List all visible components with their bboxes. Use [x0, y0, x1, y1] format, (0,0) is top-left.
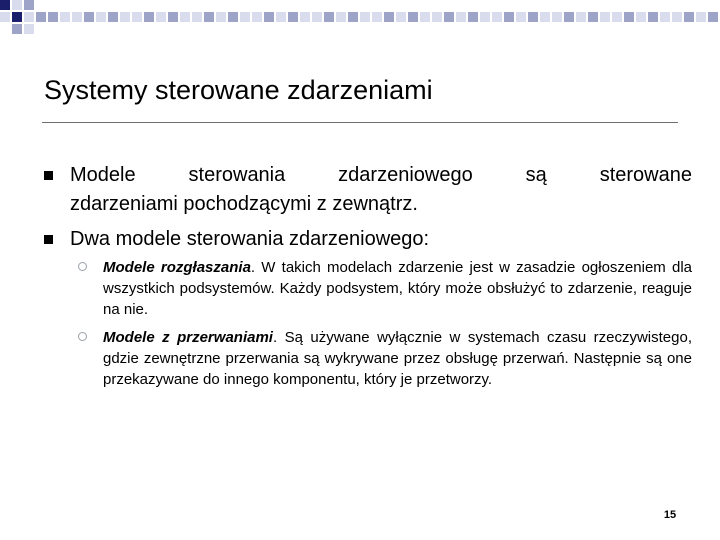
deco-square: [12, 12, 22, 22]
deco-square: [264, 12, 274, 22]
deco-square: [0, 12, 10, 22]
deco-square: [24, 24, 34, 34]
page-number: 15: [663, 509, 677, 521]
deco-square: [444, 12, 454, 22]
deco-square: [408, 12, 418, 22]
deco-square: [192, 12, 202, 22]
deco-strip: [48, 12, 718, 22]
sub-bullet-body: . W takich modelach zdarzenie jest w zasadzie ogłoszeniem dla wszystkich podsystemów. Każdy podsystem, który może obsłużyć to zdarzenie, reaguje na nie.: [103, 259, 693, 318]
sub-bullet-text: [103, 327, 692, 390]
deco-square: [684, 12, 694, 22]
deco-square: [528, 12, 538, 22]
deco-square: [180, 12, 190, 22]
deco-square: [384, 12, 394, 22]
hollow-circle-bullet-icon: [78, 262, 87, 271]
deco-square: [120, 12, 130, 22]
sub-bullet-item: [78, 327, 692, 415]
deco-square: [228, 12, 238, 22]
deco-square: [108, 12, 118, 22]
sub-bullet-term: Modele rozgłaszania: [103, 259, 251, 276]
deco-square: [312, 12, 322, 22]
bullet-text-line: Modele sterowania zdarzeniowego są sterowane: [70, 164, 692, 186]
deco-square: [672, 12, 682, 22]
bullet-text: Dwa modele sterowania zdarzeniowego:: [70, 228, 430, 250]
deco-square: [36, 12, 46, 22]
bullet-text-line: zdarzeniami pochodzącymi z zewnątrz.: [70, 193, 418, 215]
deco-square: [276, 12, 286, 22]
deco-square: [600, 12, 610, 22]
deco-square: [396, 12, 406, 22]
header-decoration: [0, 0, 720, 60]
deco-square: [12, 0, 22, 10]
deco-square: [204, 12, 214, 22]
deco-square: [288, 12, 298, 22]
deco-square: [468, 12, 478, 22]
square-bullet-icon: [44, 235, 53, 244]
deco-square: [480, 12, 490, 22]
sub-bullet-term: Modele z przerwaniami: [103, 329, 273, 346]
deco-square: [504, 12, 514, 22]
deco-square: [252, 12, 262, 22]
deco-square: [336, 12, 346, 22]
deco-square: [216, 12, 226, 22]
deco-square: [588, 12, 598, 22]
deco-square: [540, 12, 550, 22]
deco-square: [156, 12, 166, 22]
deco-square: [324, 12, 334, 22]
deco-square: [372, 12, 382, 22]
deco-square: [696, 12, 706, 22]
deco-square: [420, 12, 430, 22]
deco-square: [132, 12, 142, 22]
deco-square: [348, 12, 358, 22]
deco-square: [516, 12, 526, 22]
slide-title: Systemy sterowane zdarzeniami: [44, 75, 433, 105]
deco-square: [144, 12, 154, 22]
hollow-circle-bullet-icon: [78, 332, 87, 341]
deco-square: [624, 12, 634, 22]
deco-square: [492, 12, 502, 22]
deco-square: [84, 12, 94, 22]
deco-square: [300, 12, 310, 22]
sub-bullet-body: . Są używane wyłącznie w systemach czasu rzeczywistego, gdzie zewnętrzne przerwania są wykrywane przez obsługę przerwań. Następnie są one przekazywane do innego komponentu, który je przetworzy.: [103, 329, 693, 388]
deco-square: [96, 12, 106, 22]
deco-square: [24, 0, 34, 10]
deco-square: [0, 0, 10, 10]
bullet-item: [42, 225, 692, 254]
sub-bullet-item: [78, 257, 692, 323]
deco-square: [564, 12, 574, 22]
bullet-item: [42, 161, 692, 219]
deco-square: [360, 12, 370, 22]
deco-square: [24, 12, 34, 22]
sub-bullet-text: [103, 257, 692, 320]
deco-square: [48, 12, 58, 22]
deco-square: [60, 12, 70, 22]
square-bullet-icon: [44, 171, 53, 180]
deco-square: [12, 24, 22, 34]
title-divider: [42, 122, 678, 123]
deco-square: [612, 12, 622, 22]
deco-square: [456, 12, 466, 22]
deco-square: [708, 12, 718, 22]
deco-square: [636, 12, 646, 22]
deco-square: [72, 12, 82, 22]
deco-square: [576, 12, 586, 22]
deco-square: [660, 12, 670, 22]
deco-square: [552, 12, 562, 22]
deco-square: [648, 12, 658, 22]
bullet-text: [70, 161, 692, 219]
deco-square: [240, 12, 250, 22]
deco-square: [432, 12, 442, 22]
deco-square: [168, 12, 178, 22]
